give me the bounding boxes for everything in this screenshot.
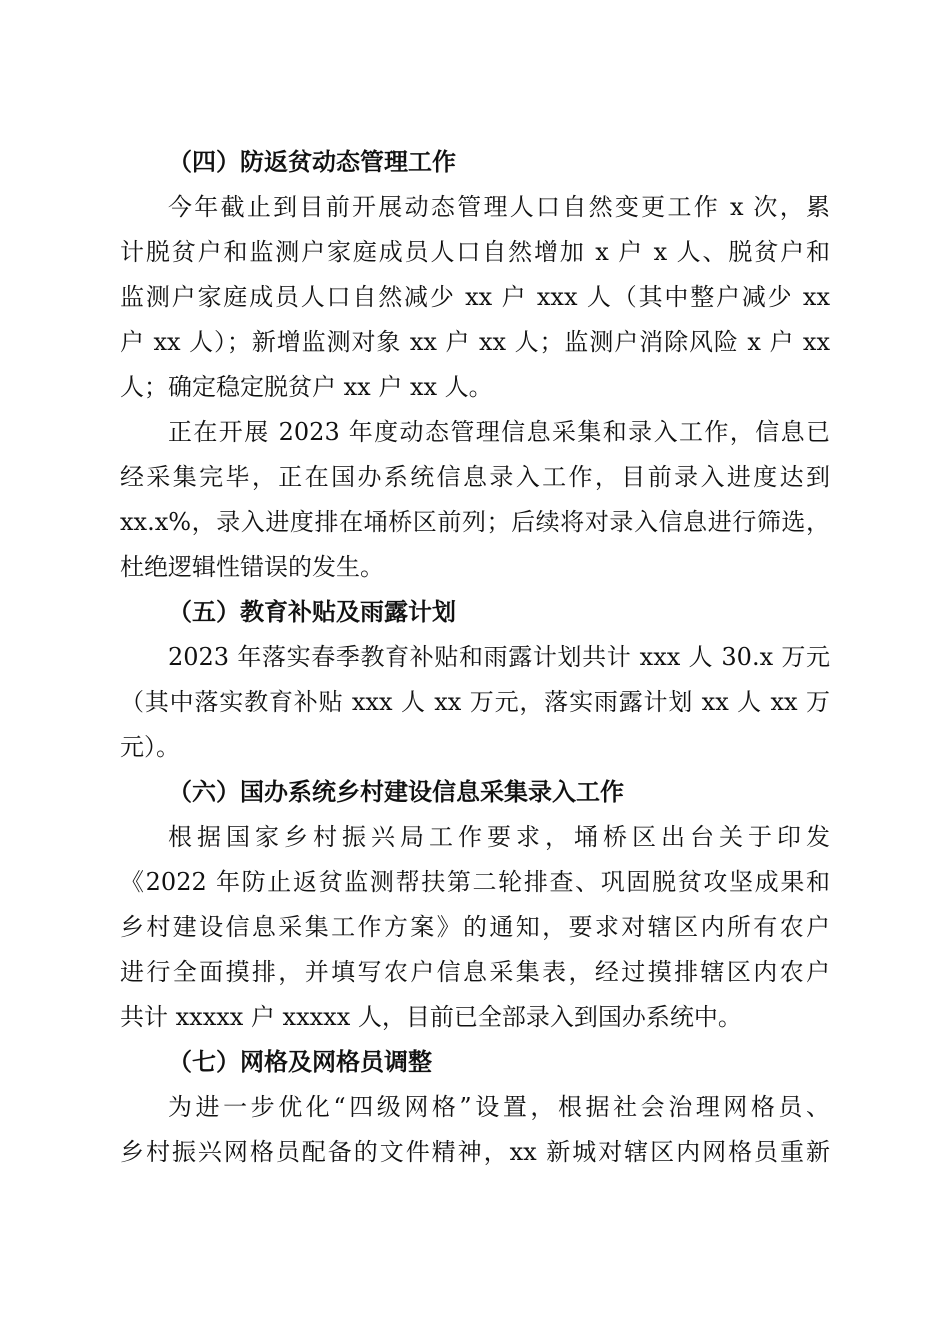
paragraph-line: 人；确定稳定脱贫户 xx 户 xx 人。 <box>120 373 493 401</box>
paragraph-line: 根据国家乡村振兴局工作要求，埇桥区出台关于印发 <box>168 823 830 851</box>
section-heading-6: （六）国办系统乡村建设信息采集录入工作 <box>168 778 624 806</box>
paragraph-line: 杜绝逻辑性错误的发生。 <box>120 553 384 581</box>
section-heading-5: （五）教育补贴及雨露计划 <box>168 598 456 626</box>
paragraph-line: 共计 xxxxx 户 xxxxx 人，目前已全部录入到国办系统中。 <box>120 1003 742 1031</box>
paragraph-line: 2023 年落实春季教育补贴和雨露计划共计 xxx 人 30.x 万元 <box>168 643 830 671</box>
paragraph-line: 户 xx 人）；新增监测对象 xx 户 xx 人；监测户消除风险 x 户 xx <box>120 328 830 356</box>
paragraph-line: 今年截止到目前开展动态管理人口自然变更工作 x 次，累 <box>168 193 830 221</box>
paragraph-line: xx.x%，录入进度排在埇桥区前列；后续将对录入信息进行筛选， <box>120 508 830 536</box>
paragraph-line: 经采集完毕，正在国办系统信息录入工作，目前录入进度达到 <box>120 463 830 491</box>
paragraph-line: 为进一步优化“四级网格”设置，根据社会治理网格员、 <box>168 1093 830 1121</box>
paragraph-line: 监测户家庭成员人口自然减少 xx 户 xxx 人（其中整户减少 xx <box>120 283 830 311</box>
paragraph-line: 《2022 年防止返贫监测帮扶第二轮排查、巩固脱贫攻坚成果和 <box>120 868 830 896</box>
paragraph-line: （其中落实教育补贴 xxx 人 xx 万元，落实雨露计划 xx 人 xx 万 <box>120 688 830 716</box>
paragraph-line: 计脱贫户和监测户家庭成员人口自然增加 x 户 x 人、脱贫户和 <box>120 238 830 266</box>
paragraph-line: 进行全面摸排，并填写农户信息采集表，经过摸排辖区内农户 <box>120 958 830 986</box>
section-heading-7: （七）网格及网格员调整 <box>168 1048 432 1076</box>
paragraph-line: 元）。 <box>120 733 180 761</box>
paragraph-line: 乡村振兴网格员配备的文件精神，xx 新城对辖区内网格员重新 <box>120 1138 830 1166</box>
section-heading-4: （四）防返贫动态管理工作 <box>168 148 456 176</box>
paragraph-line: 乡村建设信息采集工作方案》的通知，要求对辖区内所有农户 <box>120 913 830 941</box>
paragraph-line: 正在开展 2023 年度动态管理信息采集和录入工作，信息已 <box>168 418 830 446</box>
